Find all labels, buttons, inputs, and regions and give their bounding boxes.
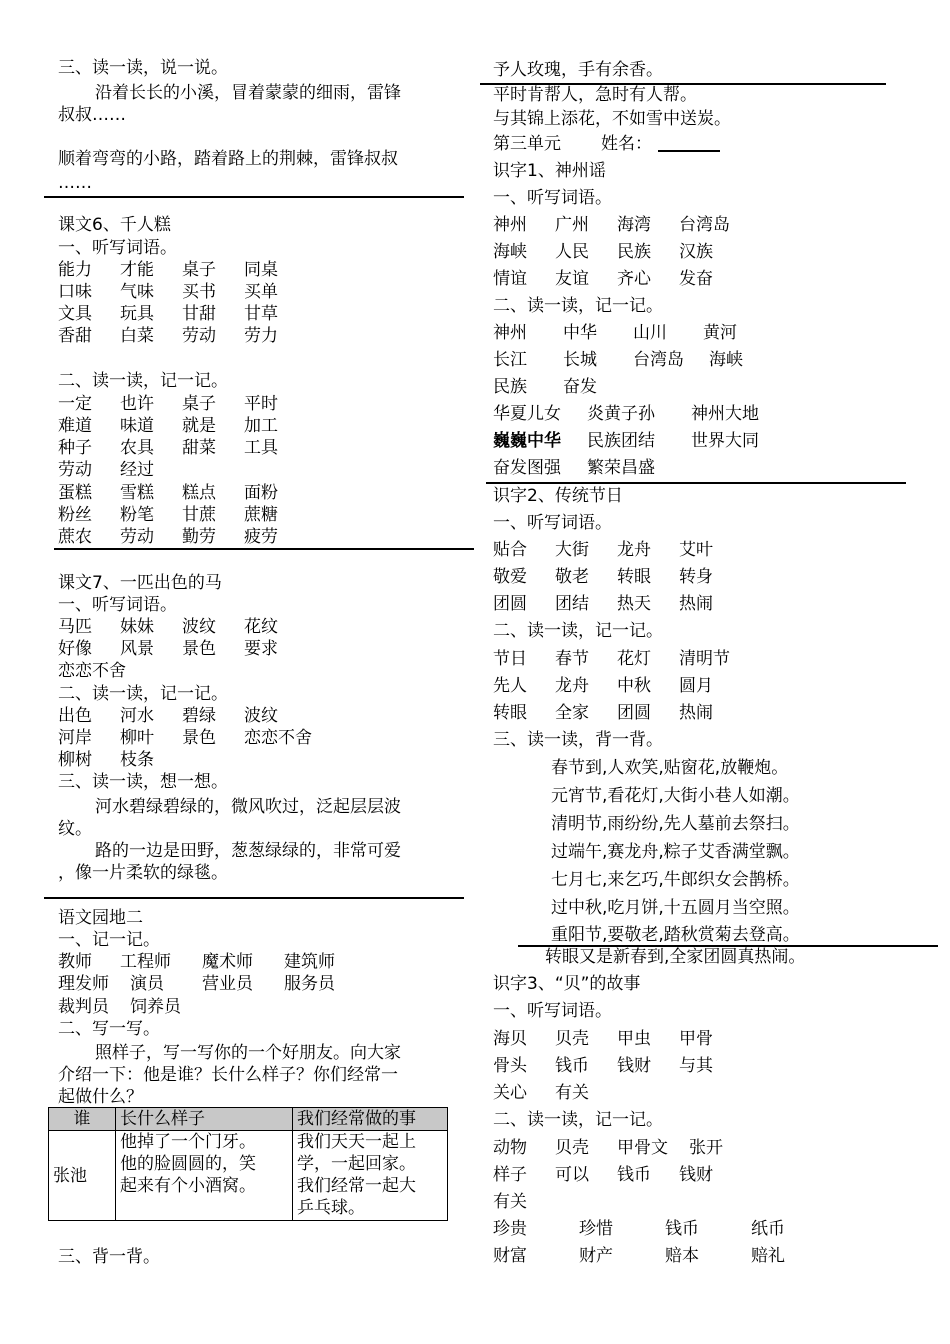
name-blank[interactable] xyxy=(658,136,720,152)
shizi3-section1: 一、听写词语。 xyxy=(493,1001,612,1021)
word-row: 有关 xyxy=(493,1192,527,1212)
word-row: 财富 财产 赔本 赔礼 xyxy=(493,1246,785,1266)
word-row: 神州 中华 山川 黄河 xyxy=(493,323,737,343)
word-row: 恋恋不舍 xyxy=(58,661,126,681)
word-row: 情谊 友谊 齐心 发奋 xyxy=(493,269,713,289)
word-row: 劳动 经过 xyxy=(58,460,154,480)
lesson7-para2b: ，像一片柔软的绿毯。 xyxy=(58,863,228,883)
word-row: 民族 奋发 xyxy=(493,377,597,397)
s3-para2a: 顺着弯弯的小路，踏着路上的荆棘，雷锋叔叔 xyxy=(58,149,398,169)
yuwen-section1: 一、记一记。 xyxy=(58,930,160,950)
table-header-who: 谁 xyxy=(49,1108,116,1131)
shizi3-section2: 二、读一读，记一记。 xyxy=(493,1110,663,1130)
s3-para2b: …… xyxy=(58,173,92,193)
divider xyxy=(44,897,464,899)
poem-line: 七月七,来乞巧,牛郎织女会鹊桥。 xyxy=(551,870,800,890)
proverb-1: 予人玫瑰，手有余香。 xyxy=(493,60,663,80)
word-row: 蛋糕 雪糕 糕点 面粉 xyxy=(58,483,278,503)
word-row: 文具 玩具 甘甜 甘草 xyxy=(58,304,278,324)
word-row: 转眼 全家 团圆 热闹 xyxy=(493,703,713,723)
word-row: 神州 广州 海湾 台湾岛 xyxy=(493,215,730,235)
yuwen-section3: 三、背一背。 xyxy=(58,1247,160,1267)
word-row: 香甜 白菜 劳动 劳力 xyxy=(58,326,278,346)
word-row: 河岸 柳叶 景色 恋恋不舍 xyxy=(58,728,312,748)
friend-table xyxy=(48,1107,448,1221)
word-row: 样子 可以 钱币 钱财 xyxy=(493,1165,713,1185)
word-row: 节日 春节 花灯 清明节 xyxy=(493,649,730,669)
word-row: 理发师 演员 营业员 服务员 xyxy=(58,974,335,994)
poem-line: 春节到,人欢笑,贴窗花,放鞭炮。 xyxy=(551,758,789,778)
lesson6-section1: 一、听写词语。 xyxy=(58,238,177,258)
lesson7-section1: 一、听写词语。 xyxy=(58,595,177,615)
shizi1-section2: 二、读一读，记一记。 xyxy=(493,296,663,316)
shizi2-section3: 三、读一读，背一背。 xyxy=(493,730,663,750)
s3-para1b: 叔叔…… xyxy=(58,105,126,125)
shizi2-section1: 一、听写词语。 xyxy=(493,513,612,533)
word-row: 柳树 枝条 xyxy=(58,750,154,770)
word-row: 团圆 团结 热天 热闹 xyxy=(493,594,713,614)
table-cell-do: 我们天天一起上 学，一起回家。 我们经常一起大 乒乓球。 xyxy=(293,1131,448,1221)
divider xyxy=(486,482,906,484)
word-row: 海峡 人民 民族 汉族 xyxy=(493,242,713,262)
divider xyxy=(44,196,464,198)
word-row: 能力 才能 桌子 同桌 xyxy=(58,260,278,280)
word-row: 巍巍中华 民族团结 世界大同 xyxy=(493,431,759,451)
lesson7-para1b: 纹。 xyxy=(58,819,92,839)
proverb-2: 平时肯帮人，急时有人帮。 xyxy=(493,85,697,105)
word-row: 华夏儿女 炎黄子孙 神州大地 xyxy=(493,404,759,424)
divider xyxy=(54,548,474,550)
s3-title: 三、读一读，说一说。 xyxy=(58,58,228,78)
shizi3-title: 识字3、“贝”的故事 xyxy=(493,974,641,994)
word-row: 难道 味道 就是 加工 xyxy=(58,416,278,436)
table-header-look: 长什么样子 xyxy=(116,1108,293,1131)
word-row: 蔗农 劳动 勤劳 疲劳 xyxy=(58,527,278,547)
poem-line: 清明节,雨纷纷,先人墓前去祭扫。 xyxy=(551,814,800,834)
word-row: 一定 也许 桌子 平时 xyxy=(58,394,278,414)
yuwen-para1a: 照样子，写一写你的一个好朋友。向大家 xyxy=(95,1043,401,1063)
poem-line: 过中秋,吃月饼,十五圆月当空照。 xyxy=(551,898,800,918)
shizi2-title: 识字2、传统节日 xyxy=(493,486,623,506)
word-row: 骨头 钱币 钱财 与其 xyxy=(493,1056,713,1076)
word-row: 动物 贝壳 甲骨文 张开 xyxy=(493,1138,723,1158)
lesson7-para1a: 河水碧绿碧绿的，微风吹过，泛起层层波 xyxy=(95,797,401,817)
word-row: 出色 河水 碧绿 波纹 xyxy=(58,706,278,726)
word-row: 贴合 大街 龙舟 艾叶 xyxy=(493,540,713,560)
yuwen-section2: 二、写一写。 xyxy=(58,1019,160,1039)
s3-para1a: 沿着长长的小溪，冒着蒙蒙的细雨，雷锋 xyxy=(95,83,401,103)
lesson7-para2a: 路的一边是田野，葱葱绿绿的，非常可爱 xyxy=(95,841,401,861)
shizi1-section1: 一、听写词语。 xyxy=(493,188,612,208)
table-header-do: 我们经常做的事 xyxy=(293,1108,448,1131)
word-row: 珍贵 珍惜 钱币 纸币 xyxy=(493,1219,785,1239)
poem-line: 过端午,赛龙舟,粽子艾香满堂飘。 xyxy=(551,842,800,862)
lesson7-section2: 二、读一读，记一记。 xyxy=(58,684,228,704)
word-row: 长江 长城 台湾岛 海峡 xyxy=(493,350,743,370)
word-row: 种子 农具 甜菜 工具 xyxy=(58,438,278,458)
poem-line: 重阳节,要敬老,踏秋赏菊去登高。 xyxy=(551,925,800,945)
table-cell-who: 张池 xyxy=(49,1131,116,1221)
lesson6-title: 课文6、千人糕 xyxy=(58,215,171,235)
poem-line: 元宵节,看花灯,大街小巷人如潮。 xyxy=(551,786,800,806)
name-label: 姓名： xyxy=(601,134,652,154)
lesson6-section2: 二、读一读，记一记。 xyxy=(58,371,228,391)
shizi1-title: 识字1、神州谣 xyxy=(493,161,606,181)
yuwen-para1b: 介绍一下：他是谁？长什么样子？你们经常一 xyxy=(58,1065,398,1085)
word-row: 海贝 贝壳 甲虫 甲骨 xyxy=(493,1029,713,1049)
yuwen-title: 语文园地二 xyxy=(58,908,143,928)
word-row: 口味 气味 买书 买单 xyxy=(58,282,278,302)
proverb-3: 与其锦上添花，不如雪中送炭。 xyxy=(493,109,731,129)
word-row: 好像 风景 景色 要求 xyxy=(58,639,278,659)
lesson7-title: 课文7、一匹出色的马 xyxy=(58,573,222,593)
word-row: 裁判员 饲养员 xyxy=(58,997,181,1017)
unit-header xyxy=(493,133,720,155)
poem-line: 转眼又是新春到,全家团圆真热闹。 xyxy=(545,947,806,967)
shizi2-section2: 二、读一读，记一记。 xyxy=(493,621,663,641)
word-row: 马匹 妹妹 波纹 花纹 xyxy=(58,617,278,637)
word-row: 奋发图强 繁荣昌盛 xyxy=(493,458,655,478)
word-row: 关心 有关 xyxy=(493,1083,589,1103)
word-row: 粉丝 粉笔 甘蔗 蔗糖 xyxy=(58,505,278,525)
word-row: 先人 龙舟 中秋 圆月 xyxy=(493,676,713,696)
table-cell-look: 他掉了一个门牙。 他的脸圆圆的，笑 起来有个小酒窝。 xyxy=(116,1131,293,1221)
lesson7-section3: 三、读一读，想一想。 xyxy=(58,772,228,792)
word-row: 敬爱 敬老 转眼 转身 xyxy=(493,567,713,587)
word-row: 教师 工程师 魔术师 建筑师 xyxy=(58,952,335,972)
yuwen-para1c: 起做什么？ xyxy=(58,1087,143,1107)
unit-title: 第三单元 xyxy=(493,134,561,154)
